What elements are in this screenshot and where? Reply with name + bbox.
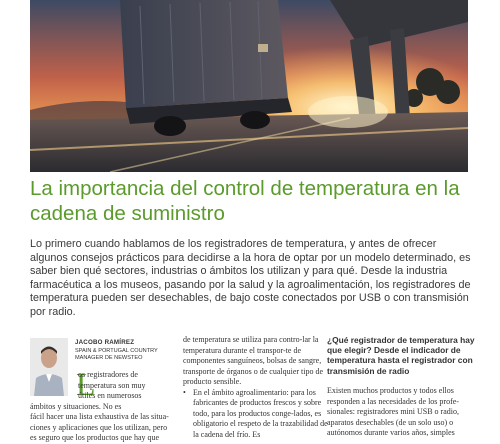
column-2-bullet-item — [183, 388, 329, 441]
column-2-bullet-text: En el ámbito agroalimentario: para los fabricantes de productos frescos y sobre todo, para los productos conge-lados, es obligatorio el respeto de la trazabilidad de la cadena del frío. Es — [193, 387, 328, 439]
column-1-line: es seguro que los productos que hay que — [30, 433, 160, 442]
drop-cap: L — [76, 366, 96, 402]
column-1-line: os registradores de — [78, 370, 138, 379]
column-1-line: ciones y aplicaciones que los utilizan, pero — [30, 422, 168, 432]
article-intro: Lo primero cuando hablamos de los registradores de temperatura, y antes de ofrecer algunos consejos prácticos para decidirse a la hora de optar por un modelo determinado, es saber bien qué sectores, industrias o ámbitos los utilizan y para qué. Desde la industria farmacéutica a los museos, pasando por la salud y la agroalimentación, los registradores de temperatura pueden ser desechables, de bajo coste conectados por USB o con transmisión por radio. — [30, 238, 471, 318]
column-2-text — [183, 335, 329, 440]
column-1-text — [30, 366, 180, 444]
section-heading: ¿Qué registrador de temperatura hay que elegir? Desde el indicador de temperatura hasta el registrador con transmisión de radio — [327, 335, 475, 376]
column-1-line: temperatura son muy — [78, 380, 146, 390]
column-3-text: Existen muchos productos y todos ellos responden a las necesidades de los profe-sionales: registradores mini USB o radio, aparatos desechables (de un solo uso) o autónomos durante varios años, simples — [327, 386, 459, 437]
author-role: SPAIN & PORTUGAL COUNTRY MANAGER DE NEWSTEO — [75, 348, 158, 361]
column-1-line: fácil hacer una lista exhaustiva de las situa- — [30, 412, 169, 421]
article-title: La importancia del control de temperatura en la cadena de suministro — [30, 177, 460, 225]
author-name: JACOBO RAMÍREZ — [75, 339, 135, 346]
column-2-paragraph: de temperatura se utiliza para contro-lar la temperatura durante el transpor-te de componentes sanguíneos, bolsas de sangre, transporte de órganos o de cualquier tipo de producto sensible. — [183, 335, 324, 386]
column-1-line: útiles en numerosos — [78, 391, 142, 400]
bullet-mark: • — [183, 387, 186, 397]
column-1-line: ámbitos y situaciones. No es — [30, 401, 122, 411]
hero-photo-truck — [30, 0, 468, 172]
